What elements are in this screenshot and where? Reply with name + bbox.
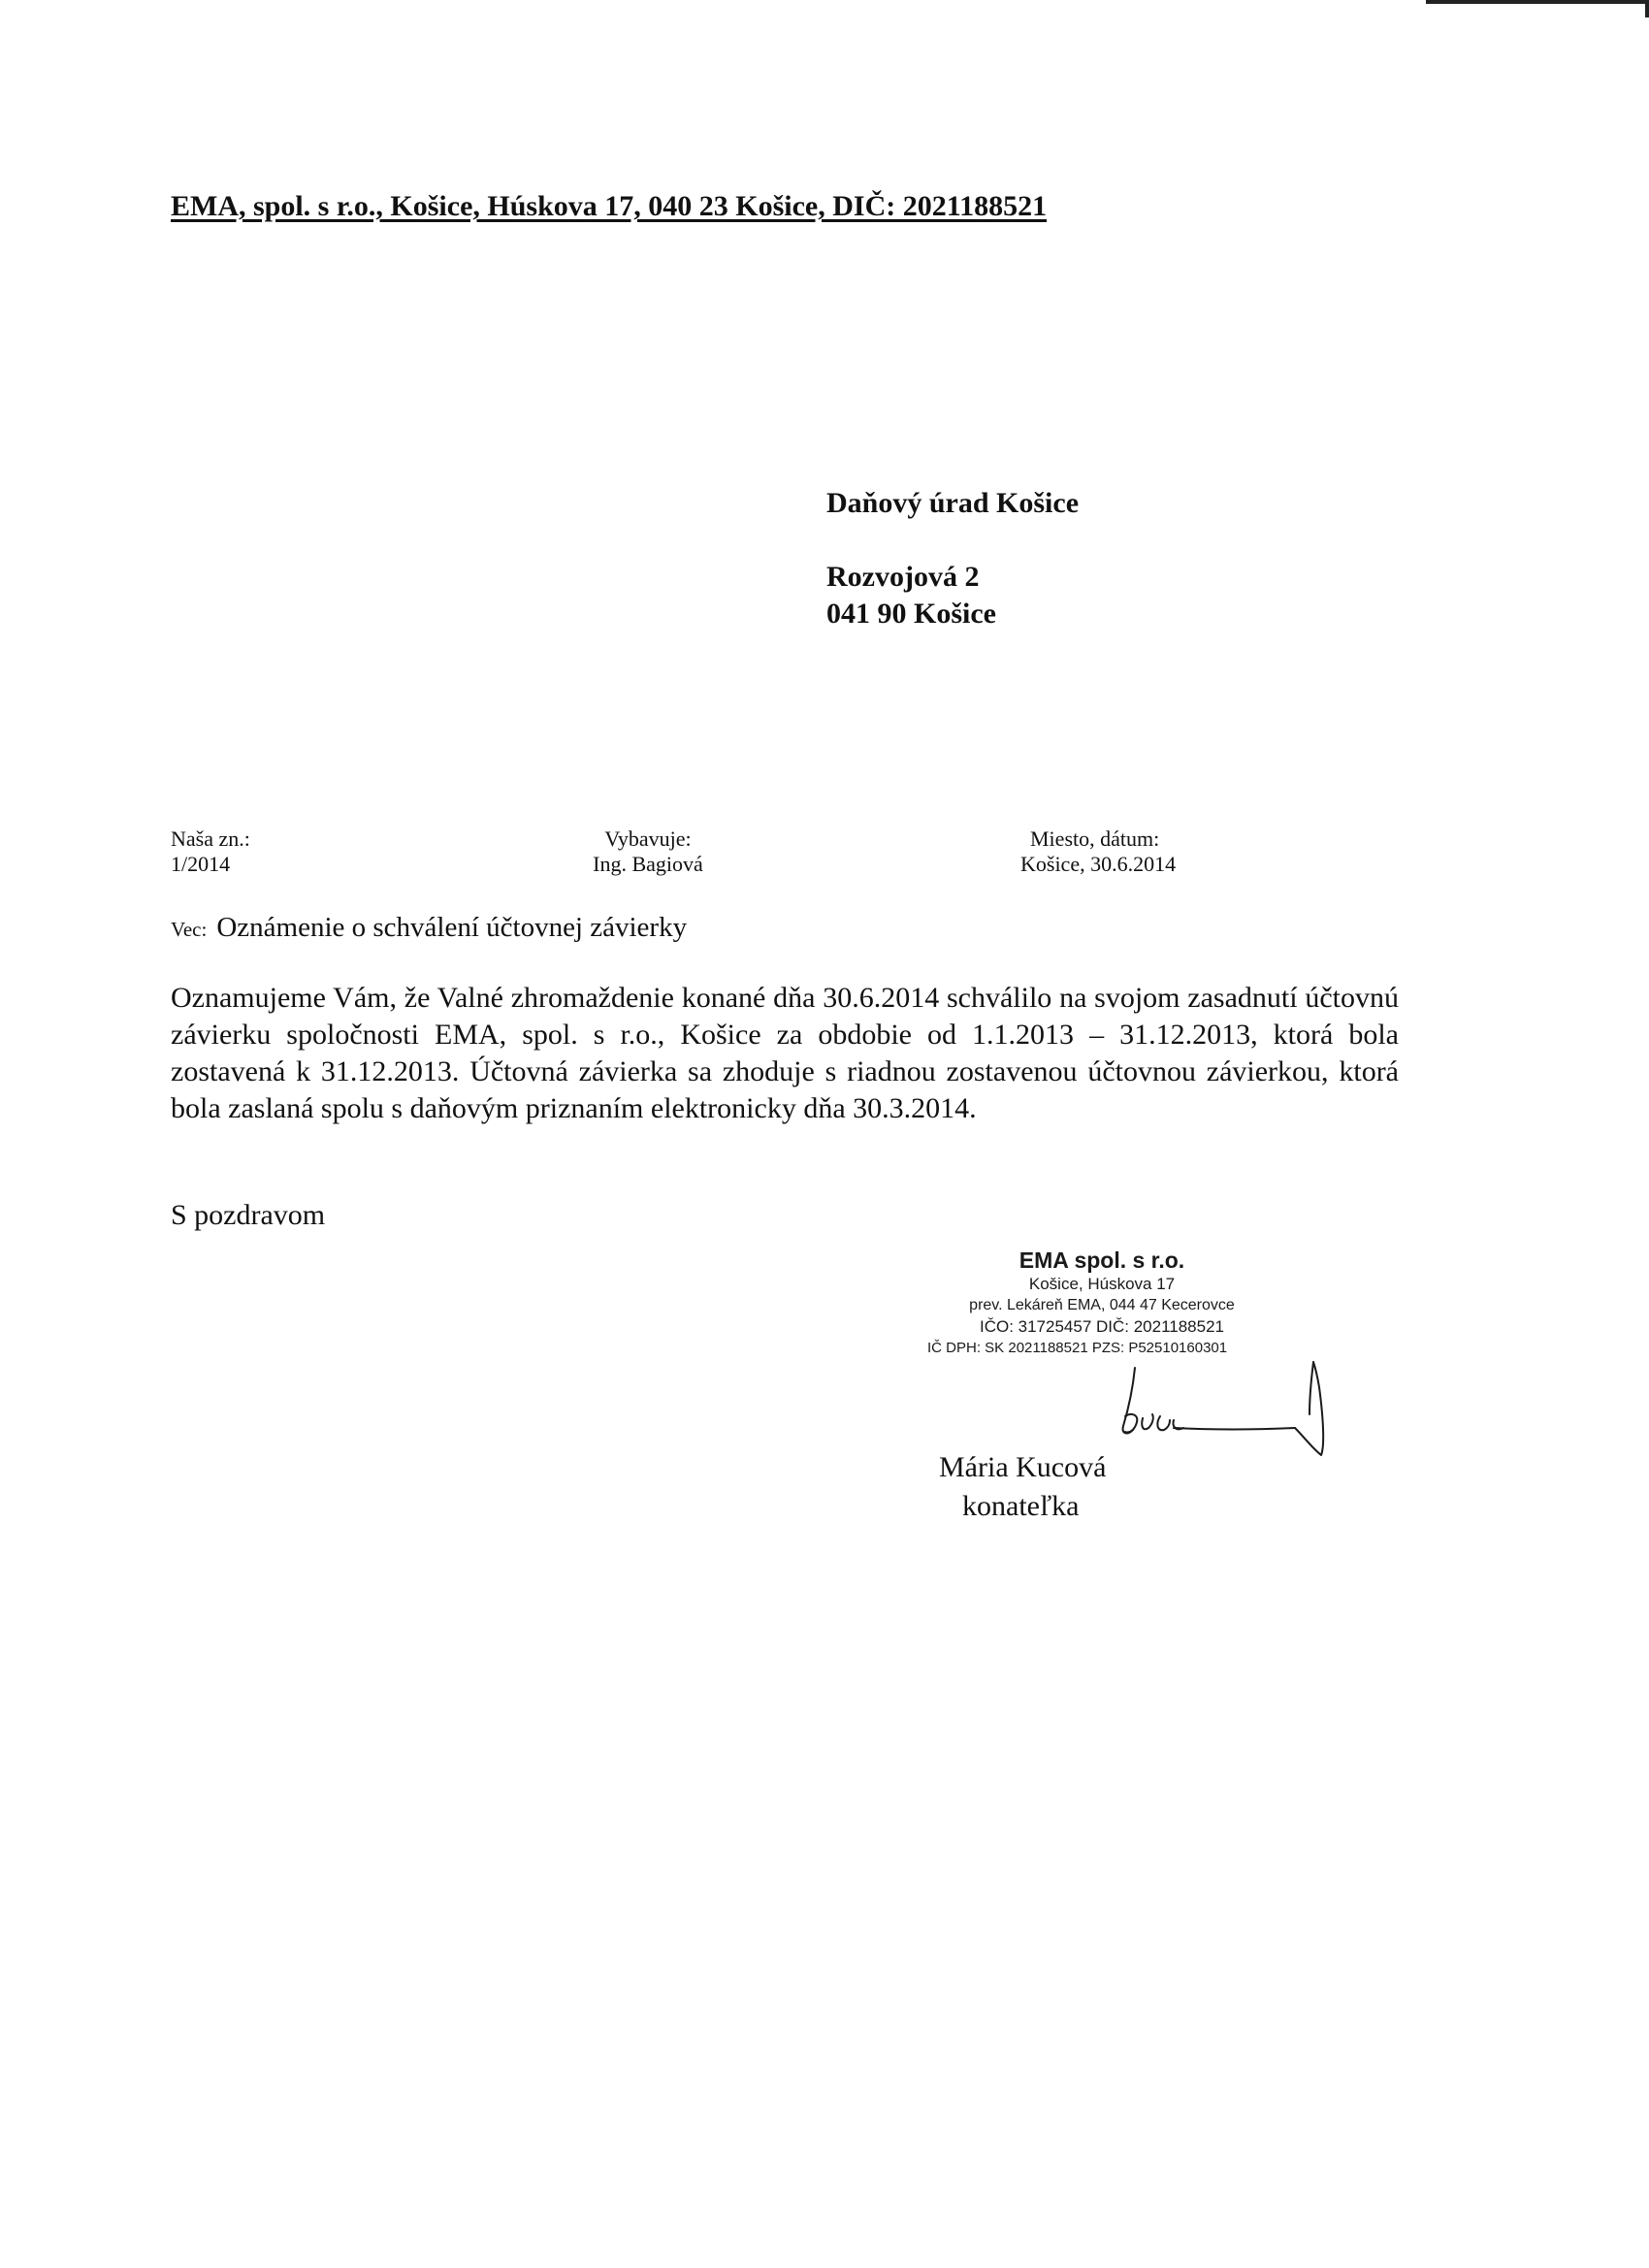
- place-date-label: Miesto, dátum:: [1030, 826, 1160, 851]
- closing-greeting: S pozdravom: [171, 1199, 326, 1231]
- reference-value: 1/2014: [171, 852, 231, 876]
- handler-label: Vybavuje:: [604, 826, 692, 851]
- scan-edge-mark-vertical: [1645, 0, 1649, 17]
- stamp-branch: prev. Lekáreň EMA, 044 47 Kecerovce: [969, 1297, 1235, 1313]
- subject-label: Vec:: [171, 918, 208, 941]
- place-date-value: Košice, 30.6.2014: [1020, 852, 1177, 876]
- letter-body: Oznamujeme Vám, že Valné zhromaždenie konané dňa 30.6.2014 schválilo na svojom zasadnutí účtovnú závierku spoločnosti EMA, spol. s r.o., Košice za obdobie od 1.1.2013 – 31.12.2013, ktorá bola zostavená k 31.12.2013. Účtovná závierka sa zhoduje s riadnou zostavenou účtovnou závierkou, ktorá bola zaslaná spolu s daňovým priznaním elektronicky dňa 30.3.2014.: [171, 982, 1399, 1124]
- recipient-street: Rozvojová 2: [826, 561, 980, 593]
- reference-label: Naša zn.:: [171, 826, 250, 851]
- handler-block: [566, 826, 730, 877]
- stamp-ids: IČO: 31725457 DIČ: 2021188521: [979, 1317, 1225, 1336]
- stamp-vat: IČ DPH: SK 2021188521 PZS: P52510160301: [927, 1340, 1228, 1356]
- recipient-address: [826, 485, 1079, 632]
- place-date-block: [1020, 826, 1195, 877]
- subject-text: Oznámenie o schválení účtovnej závierky: [216, 912, 688, 943]
- handwritten-signature: [1096, 1358, 1348, 1494]
- handler-value: Ing. Bagiová: [593, 852, 703, 876]
- letterhead: EMA, spol. s r.o., Košice, Húskova 17, 040 23 Košice, DIČ: 2021188521: [171, 190, 1048, 222]
- stamp-address: Košice, Húskova 17: [1028, 1275, 1176, 1293]
- reference-block: [171, 826, 250, 877]
- stamp-company-name: EMA spol. s r.o.: [1018, 1247, 1185, 1273]
- signer-name: Mária Kucová: [939, 1451, 1107, 1483]
- recipient-city: 041 90 Košice: [826, 598, 996, 630]
- signer-role: konateľka: [962, 1490, 1080, 1522]
- company-stamp: [927, 1247, 1277, 1359]
- recipient-name: Daňový úrad Košice: [826, 487, 1080, 519]
- subject-line: [171, 912, 687, 944]
- scan-edge-mark: [1426, 0, 1649, 4]
